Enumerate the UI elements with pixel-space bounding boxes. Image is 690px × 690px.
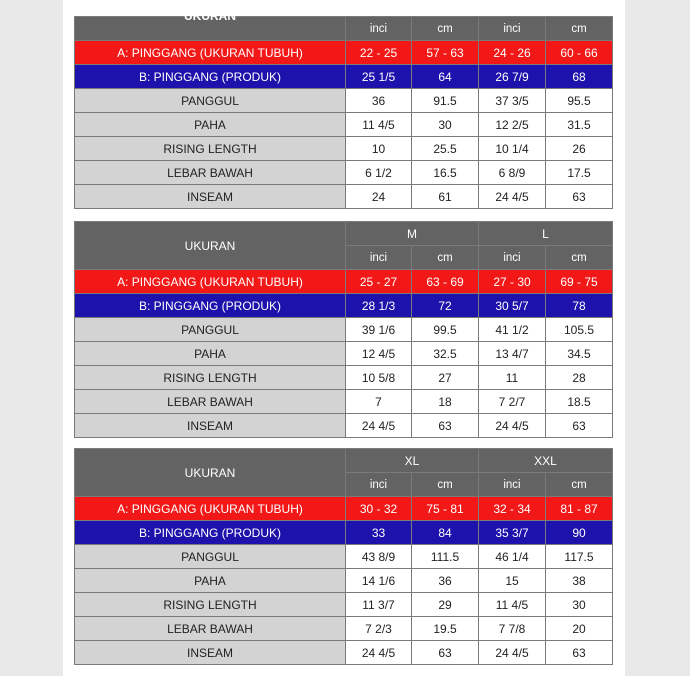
value-cell: 19.5 (412, 617, 479, 641)
value-cell: 24 4/5 (479, 641, 546, 665)
table-row (75, 521, 613, 545)
value-cell: 81 - 87 (546, 497, 613, 521)
value-cell: 68 (546, 65, 613, 89)
unit-cell: inci (346, 473, 412, 497)
header-label: UKURAN (75, 222, 346, 270)
value-cell: 10 1/4 (479, 137, 546, 161)
table-row (75, 641, 613, 665)
value-cell: 30 (546, 593, 613, 617)
value-cell: 63 (546, 414, 613, 438)
size-header: XL (346, 449, 479, 473)
value-cell: 10 (346, 137, 412, 161)
row-label: LEBAR BAWAH (75, 390, 346, 414)
value-cell: 36 (346, 89, 412, 113)
value-cell: 95.5 (546, 89, 613, 113)
value-cell: 25 1/5 (346, 65, 412, 89)
size-header: XXL (479, 449, 613, 473)
value-cell: 11 4/5 (479, 593, 546, 617)
table-row (75, 366, 613, 390)
value-cell: 32 - 34 (479, 497, 546, 521)
row-label: INSEAM (75, 185, 346, 209)
header-label: UKURAN (75, 449, 346, 497)
header-row (75, 222, 613, 246)
value-cell: 63 (412, 414, 479, 438)
value-cell: 26 7/9 (479, 65, 546, 89)
value-cell: 63 (546, 185, 613, 209)
row-label: PAHA (75, 113, 346, 137)
value-cell: 7 7/8 (479, 617, 546, 641)
value-cell: 12 2/5 (479, 113, 546, 137)
value-cell: 12 4/5 (346, 342, 412, 366)
row-label: A: PINGGANG (UKURAN TUBUH) (75, 270, 346, 294)
header-label: UKURAN (184, 8, 236, 23)
value-cell: 105.5 (546, 318, 613, 342)
value-cell: 90 (546, 521, 613, 545)
row-label: INSEAM (75, 641, 346, 665)
value-cell: 14 1/6 (346, 569, 412, 593)
value-cell: 6 8/9 (479, 161, 546, 185)
row-label: B: PINGGANG (PRODUK) (75, 294, 346, 318)
unit-cell: cm (412, 246, 479, 270)
value-cell: 99.5 (412, 318, 479, 342)
value-cell: 30 5/7 (479, 294, 546, 318)
value-cell: 7 2/3 (346, 617, 412, 641)
value-cell: 61 (412, 185, 479, 209)
unit-cell: cm (546, 246, 613, 270)
value-cell: 20 (546, 617, 613, 641)
value-cell: 36 (412, 569, 479, 593)
bottom-strip (0, 676, 690, 690)
table-row (75, 65, 613, 89)
header-row (75, 449, 613, 473)
value-cell: 15 (479, 569, 546, 593)
value-cell: 72 (412, 294, 479, 318)
value-cell: 43 8/9 (346, 545, 412, 569)
value-cell: 10 5/8 (346, 366, 412, 390)
value-cell: 24 4/5 (479, 185, 546, 209)
value-cell: 13 4/7 (479, 342, 546, 366)
row-label: B: PINGGANG (PRODUK) (75, 65, 346, 89)
value-cell: 25.5 (412, 137, 479, 161)
row-label: LEBAR BAWAH (75, 161, 346, 185)
row-label: PAHA (75, 342, 346, 366)
value-cell: 7 2/7 (479, 390, 546, 414)
value-cell: 18 (412, 390, 479, 414)
table-row (75, 113, 613, 137)
value-cell: 16.5 (412, 161, 479, 185)
value-cell: 34.5 (546, 342, 613, 366)
value-cell: 30 (412, 113, 479, 137)
size-table-3 (74, 448, 613, 665)
value-cell: 64 (412, 65, 479, 89)
value-cell: 35 3/7 (479, 521, 546, 545)
value-cell: 7 (346, 390, 412, 414)
row-label: RISING LENGTH (75, 593, 346, 617)
table-row (75, 545, 613, 569)
row-label: B: PINGGANG (PRODUK) (75, 521, 346, 545)
value-cell: 75 - 81 (412, 497, 479, 521)
row-label: A: PINGGANG (UKURAN TUBUH) (75, 41, 346, 65)
table-row (75, 569, 613, 593)
value-cell: 84 (412, 521, 479, 545)
table-row (75, 318, 613, 342)
table-row (75, 270, 613, 294)
value-cell: 39 1/6 (346, 318, 412, 342)
size-table-2 (74, 221, 613, 438)
unit-cell: inci (479, 473, 546, 497)
value-cell: 78 (546, 294, 613, 318)
size-header: M (346, 222, 479, 246)
size-table-1 (74, 8, 613, 209)
table-row (75, 89, 613, 113)
unit-cell: inci (346, 246, 412, 270)
unit-cell: inci (479, 246, 546, 270)
value-cell: 41 1/2 (479, 318, 546, 342)
row-label: PANGGUL (75, 89, 346, 113)
table-row (75, 497, 613, 521)
table-row (75, 294, 613, 318)
value-cell: 46 1/4 (479, 545, 546, 569)
value-cell: 24 4/5 (346, 641, 412, 665)
value-cell: 11 (479, 366, 546, 390)
row-label: A: PINGGANG (UKURAN TUBUH) (75, 497, 346, 521)
value-cell: 27 (412, 366, 479, 390)
value-cell: 111.5 (412, 545, 479, 569)
value-cell: 91.5 (412, 89, 479, 113)
value-cell: 18.5 (546, 390, 613, 414)
value-cell: 17.5 (546, 161, 613, 185)
row-label: INSEAM (75, 414, 346, 438)
unit-cell: cm (546, 17, 613, 41)
value-cell: 37 3/5 (479, 89, 546, 113)
value-cell: 63 - 69 (412, 270, 479, 294)
value-cell: 25 - 27 (346, 270, 412, 294)
value-cell: 11 3/7 (346, 593, 412, 617)
header-row (75, 17, 613, 41)
row-label: LEBAR BAWAH (75, 617, 346, 641)
value-cell: 69 - 75 (546, 270, 613, 294)
row-label: RISING LENGTH (75, 137, 346, 161)
value-cell: 29 (412, 593, 479, 617)
value-cell: 63 (412, 641, 479, 665)
table-row (75, 390, 613, 414)
unit-cell: inci (479, 17, 546, 41)
table-row (75, 185, 613, 209)
row-label: PANGGUL (75, 545, 346, 569)
row-label: PANGGUL (75, 318, 346, 342)
table-row (75, 414, 613, 438)
unit-cell: cm (546, 473, 613, 497)
table-row (75, 137, 613, 161)
value-cell: 28 (546, 366, 613, 390)
value-cell: 27 - 30 (479, 270, 546, 294)
value-cell: 117.5 (546, 545, 613, 569)
value-cell: 57 - 63 (412, 41, 479, 65)
value-cell: 26 (546, 137, 613, 161)
value-cell: 22 - 25 (346, 41, 412, 65)
unit-cell: cm (412, 473, 479, 497)
value-cell: 31.5 (546, 113, 613, 137)
value-cell: 33 (346, 521, 412, 545)
row-label: PAHA (75, 569, 346, 593)
value-cell: 28 1/3 (346, 294, 412, 318)
value-cell: 60 - 66 (546, 41, 613, 65)
value-cell: 24 - 26 (479, 41, 546, 65)
header-label-cell (75, 8, 346, 41)
table-row (75, 41, 613, 65)
value-cell: 38 (546, 569, 613, 593)
value-cell: 24 4/5 (479, 414, 546, 438)
size-header: L (479, 222, 613, 246)
value-cell: 30 - 32 (346, 497, 412, 521)
table-row (75, 617, 613, 641)
value-cell: 24 (346, 185, 412, 209)
row-label: RISING LENGTH (75, 366, 346, 390)
unit-cell: inci (346, 17, 412, 41)
size-table-1-viewport (74, 8, 612, 212)
unit-cell: cm (412, 17, 479, 41)
value-cell: 32.5 (412, 342, 479, 366)
value-cell: 6 1/2 (346, 161, 412, 185)
value-cell: 63 (546, 641, 613, 665)
value-cell: 11 4/5 (346, 113, 412, 137)
table-row (75, 161, 613, 185)
table-row (75, 593, 613, 617)
value-cell: 24 4/5 (346, 414, 412, 438)
table-row (75, 342, 613, 366)
